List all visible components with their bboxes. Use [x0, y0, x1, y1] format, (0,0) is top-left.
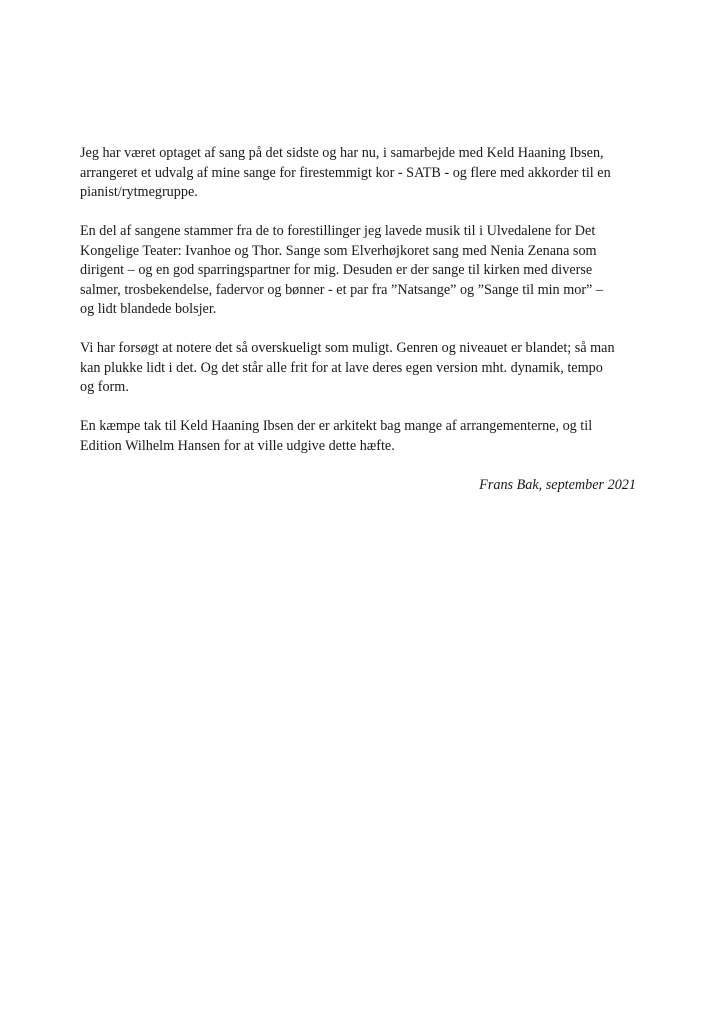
text-line: En kæmpe tak til Keld Haaning Ibsen der er arkitekt bag mange af arrangementerne, og til — [80, 418, 593, 434]
paragraph-origins — [80, 222, 640, 320]
paragraph-notation — [80, 339, 640, 398]
text-line: arrangeret et udvalg af mine sange for firestemmigt kor - SATB - og flere med akkorder til en — [80, 164, 611, 181]
text-line: Kongelige Teater: Ivanhoe og Thor. Sange som Elverhøjkoret sang med Nenia Zenana som — [80, 242, 597, 259]
paragraph-thanks — [80, 417, 640, 456]
document-page — [80, 144, 640, 509]
text-line: dirigent – og en god sparringspartner for mig. Desuden er der sange til kirken med diverse — [80, 262, 593, 278]
text-line: pianist/rytmegruppe. — [80, 184, 198, 200]
text-line: Edition Wilhelm Hansen for at ville udgive dette hæfte. — [80, 437, 395, 454]
text-line: salmer, trosbekendelse, fadervor og bønner - et par fra ”Natsange” og ”Sange til min mor” – — [80, 281, 603, 298]
text-line: og form. — [80, 379, 129, 395]
signature: Frans Bak, september 2021 — [479, 476, 636, 493]
text-line: Jeg har været optaget af sang på det sidste og har nu, i samarbejde med Keld Haaning Ibsen, — [80, 145, 604, 161]
text-line: og lidt blandede bolsjer. — [80, 301, 217, 317]
paragraph-intro — [80, 144, 640, 203]
text-line: kan plukke lidt i det. Og det står alle frit for at lave deres egen version mht. dynamik, tempo — [80, 359, 603, 376]
text-line: En del af sangene stammer fra de to forestillinger jeg lavede musik til i Ulvedalene for Det — [80, 223, 596, 239]
text-line: Vi har forsøgt at notere det så overskueligt som muligt. Genren og niveauet er blandet; så man — [80, 340, 615, 356]
